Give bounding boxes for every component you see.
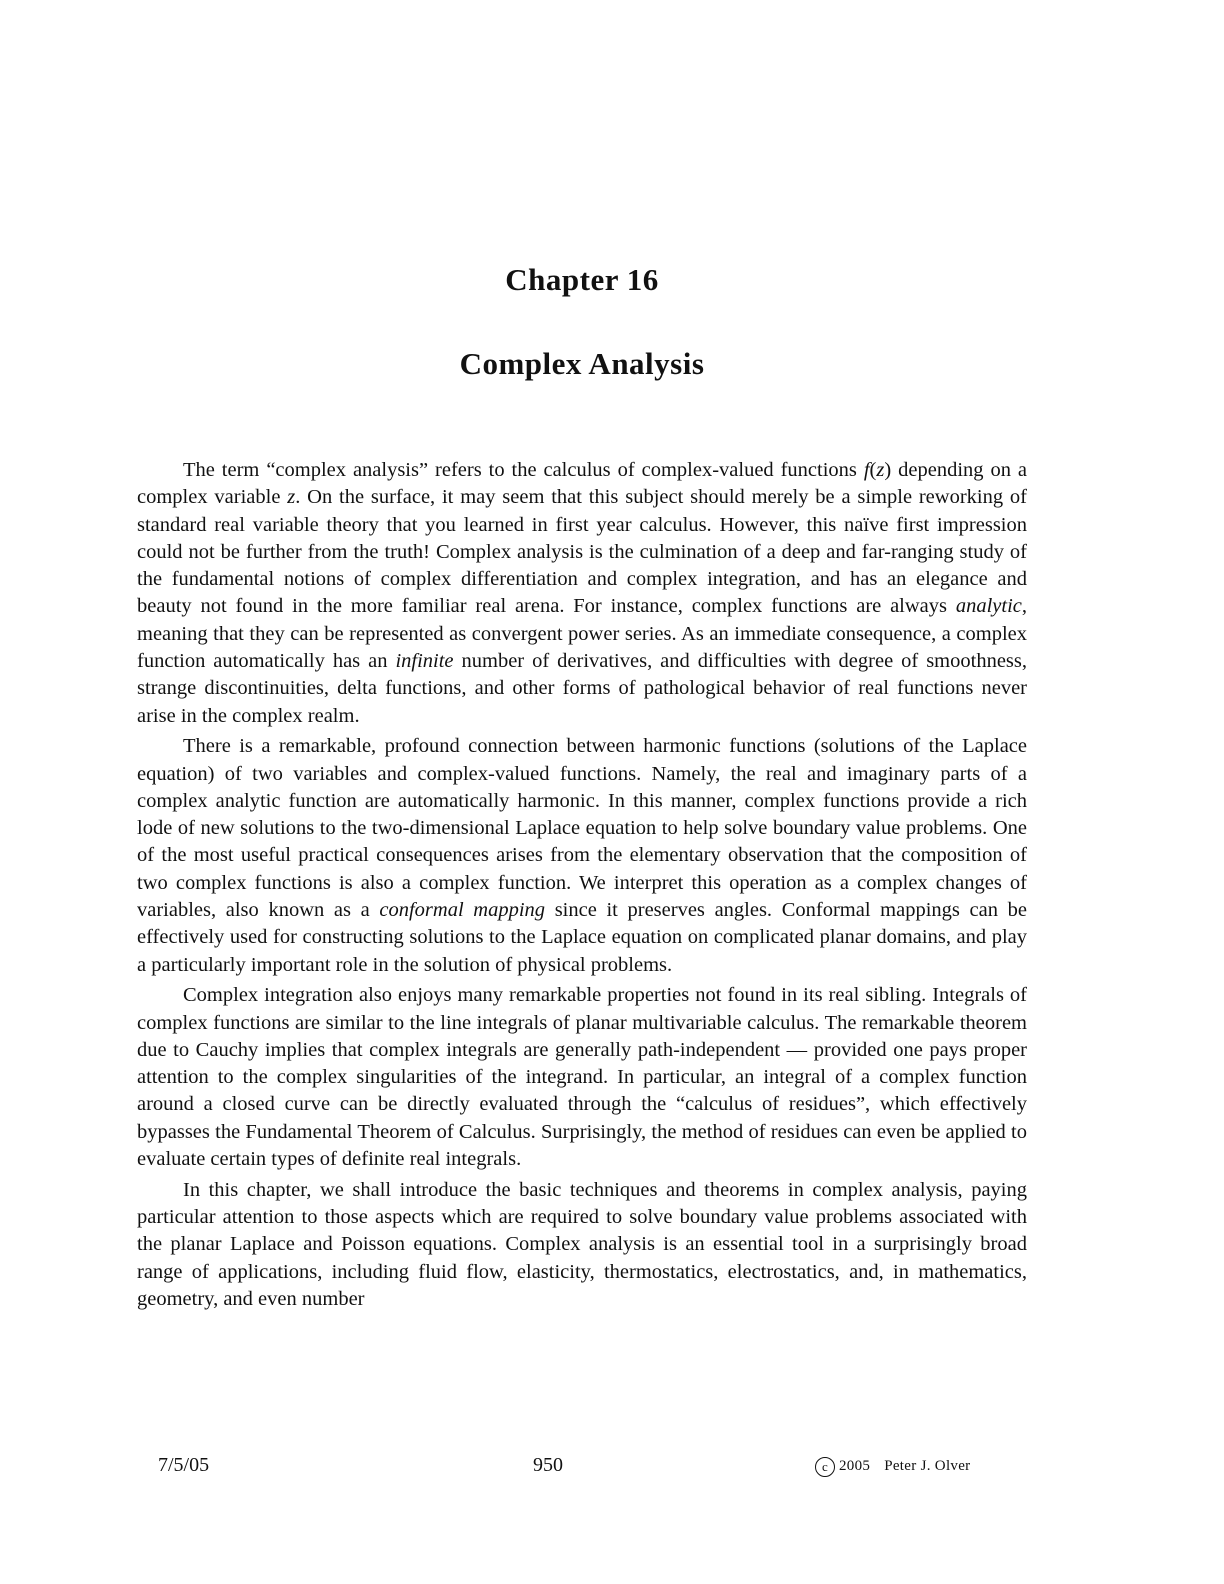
copyright-notice [815,1457,970,1477]
chapter-label: Chapter 16 [505,262,659,297]
emphasis-text: analytic [955,595,1022,618]
paragraph [137,733,1027,979]
text-run: since it preserves angles. Conformal mappings can be effectively used for constructing solutions to the Laplace equation on complicated planar domains, and play a particularly important role in the solution of physical problems. [137,899,1027,976]
emphasis-text: infinite [395,650,454,673]
text-run: ) depending on a complex variable [137,459,1027,509]
text-run: The term “complex analysis” refers to the calculus of complex-valued functions [183,459,864,481]
page-number: 950 [533,1454,563,1476]
text-run: . On the surface, it may seem that this subject should merely be a simple reworking of standard real variable theory that you learned in first year calculus. However, this naïve first impression could not be further from the truth! Complex analysis is the culmination of a deep and far-ranging study of the fundamental notions of complex differentiation and complex integration, and has an elegance and beauty not found in the more familiar real arena. For instance, complex functions are always [137,486,1027,618]
text-run: ( [869,459,877,481]
chapter-body [137,457,1027,1316]
text-run: number of derivatives, and difficulties with degree of smoothness, strange discontinuities, delta functions, and other forms of pathological behavior of real functions never arise in the complex realm. [137,650,1028,727]
text-run: In this chapter, we shall introduce the basic techniques and theorems in complex analysis, paying particular attention to those aspects which are required to solve boundary value problems associated with the planar Laplace and Poisson equations. Complex analysis is an essential tool in a surprisingly broad range of applications, including fluid flow, elasticity, thermostatics, electrostatics, and, in mathematics, geometry, and even number [137,1178,1027,1310]
emphasis-text: f [863,459,870,481]
text-run: Complex integration also enjoys many remarkable properties not found in its real sibling. Integrals of complex functions are similar to the line integrals of planar multivariable calculus. The remarkable theorem due to Cauchy implies that complex integrals are generally path-independent — provided one pays proper attention to the complex singularities of the integrand. In particular, an integral of a complex function around a closed curve can be directly evaluated through the “calculus of residues”, which effectively bypasses the Fundamental Theorem of Calculus. Surprisingly, the method of residues can even be applied to evaluate certain types of definite real integrals. [137,984,1027,1171]
author-name: Peter J. Olver [884,1458,971,1474]
copyright-year: 2005 [839,1458,871,1474]
paragraph [137,1177,1027,1313]
text-run: There is a remarkable, profound connection between harmonic functions (solutions of the Laplace equation) of two variables and complex-valued functions. Namely, the real and imaginary parts of a complex analytic function are automatically harmonic. In this manner, complex functions provide a rich lode of new solutions to the two-dimensional Laplace equation to help solve boundary value problems. One of the most useful practical consequences arises from the elementary observation that the composition of two complex functions is also a complex function. We interpret this operation as a complex changes of variables, also known as a [137,735,1027,922]
paragraph [137,457,1027,730]
emphasis-text: conformal mapping [379,899,546,922]
text-run: , meaning that they can be represented as convergent power series. As an immediate consequence, a complex function automatically has an [137,595,1027,673]
paragraph [137,982,1027,1173]
emphasis-text: z [876,459,885,481]
emphasis-text: z [287,486,296,509]
copyright-icon: c [815,1457,835,1477]
chapter-title: Complex Analysis [459,346,705,381]
footer-date: 7/5/05 [158,1454,210,1476]
page-footer [0,1454,1224,1484]
